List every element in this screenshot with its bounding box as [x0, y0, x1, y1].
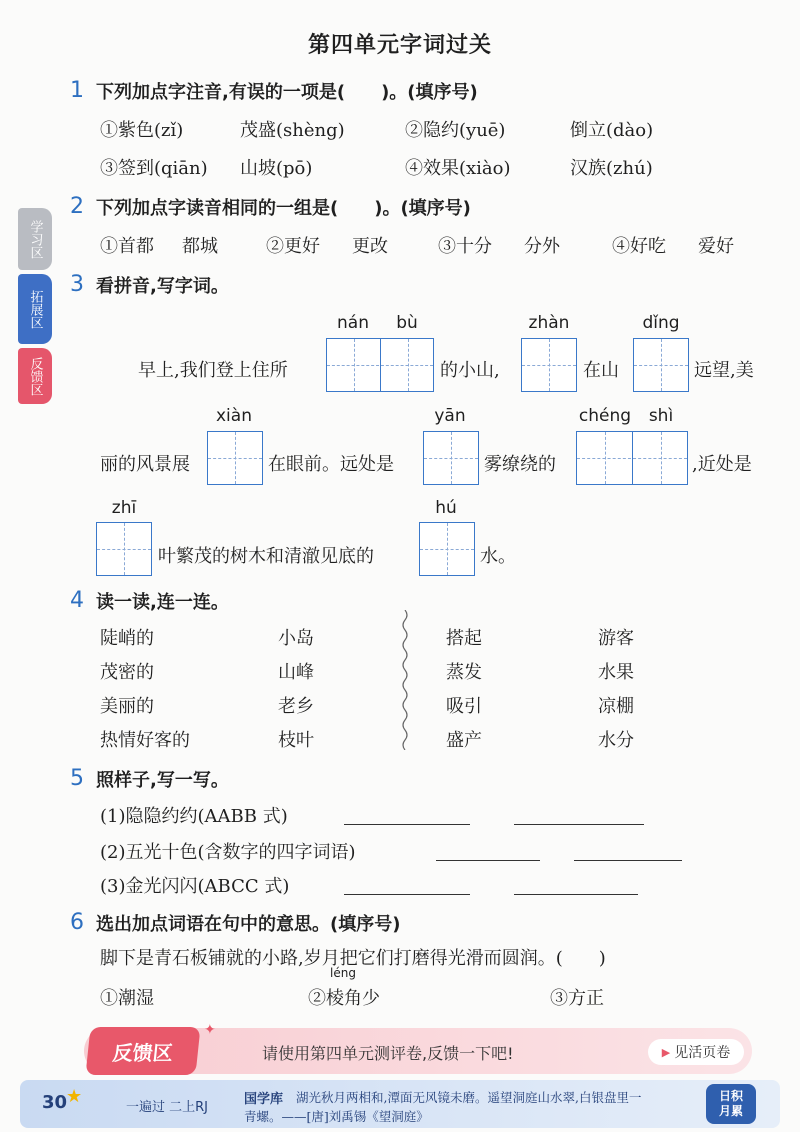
option-item: 倒立(dào)	[570, 120, 654, 141]
sentence-text: 雾缭绕的	[484, 454, 556, 475]
match-word[interactable]: 小岛	[278, 628, 314, 649]
pinyin-label: bù	[396, 313, 418, 333]
tab-feedback[interactable]	[18, 348, 52, 404]
word-item: 分外	[524, 236, 560, 257]
match-word[interactable]: 老乡	[278, 696, 314, 717]
option-item: ③方正	[550, 988, 604, 1009]
match-word[interactable]: 盛产	[446, 730, 482, 751]
match-word[interactable]: 蒸发	[446, 662, 482, 683]
option-item: 汉族(zhú)	[570, 158, 653, 179]
writing-grid[interactable]	[419, 522, 475, 576]
sentence-text: 丽的风景展	[100, 454, 190, 475]
option-item: 茂盛(shèng)	[240, 120, 345, 141]
question-prompt: 看拼音,写字词。	[96, 276, 229, 297]
question-prompt: 读一读,连一连。	[96, 592, 229, 613]
word-item: 都城	[182, 236, 218, 257]
word-item: ②更好	[266, 236, 320, 257]
match-word[interactable]: 热情好客的	[100, 730, 190, 751]
page-number: 30	[42, 1092, 68, 1113]
feedback-text: 请使用第四单元测评卷,反馈一下吧!	[262, 1044, 514, 1063]
answer-line[interactable]	[514, 824, 644, 825]
badge-text: 日积月累	[718, 1089, 743, 1118]
question-number: 1	[70, 78, 84, 103]
tab-extend[interactable]	[18, 274, 52, 344]
sub-question: (2)五光十色(含数字的四字词语)	[100, 842, 356, 863]
answer-line[interactable]	[574, 860, 682, 861]
match-word[interactable]: 搭起	[446, 628, 482, 649]
match-word[interactable]: 游客	[598, 628, 634, 649]
feedback-label-text: 反馈区	[111, 1040, 175, 1065]
match-word[interactable]: 吸引	[446, 696, 482, 717]
pinyin-label: léng	[330, 966, 356, 980]
option-item: ②棱角少	[308, 988, 380, 1009]
poem-line: 青螺。——[唐]刘禹锡《望洞庭》	[244, 1109, 429, 1124]
section-label: 国学库	[244, 1092, 284, 1107]
writing-grid[interactable]	[423, 431, 479, 485]
match-word[interactable]: 陡峭的	[100, 628, 154, 649]
badge	[706, 1084, 756, 1124]
pinyin-label: shì	[648, 406, 674, 426]
word-item: ③十分	[438, 236, 492, 257]
play-icon: ▶	[661, 1045, 671, 1059]
match-word[interactable]: 水果	[598, 662, 634, 683]
sentence-text: 的小山,	[440, 360, 500, 381]
pinyin-label: hú	[435, 498, 457, 518]
option-item: ③签到(qiān)	[100, 158, 208, 179]
question-number: 5	[70, 766, 84, 791]
sub-question: (1)隐隐约约(AABB 式)	[100, 806, 288, 827]
writing-grid[interactable]	[326, 338, 434, 392]
tab-study[interactable]	[18, 208, 52, 270]
sentence-text: ,近处是	[692, 454, 752, 475]
match-word[interactable]: 茂密的	[100, 662, 154, 683]
poem-line: 湖光秋月两相和,潭面无风镜未磨。遥望洞庭山水翠,白银盘里一	[296, 1090, 642, 1105]
option-item: ④效果(xiào)	[405, 158, 511, 179]
sentence-text: 远望,美	[694, 360, 754, 381]
option-item: ②隐约(yuē)	[405, 120, 506, 141]
question-prompt: 下列加点字读音相同的一组是( )。(填序号)	[96, 198, 471, 219]
sentence-text: 在山	[583, 360, 619, 381]
writing-grid[interactable]	[521, 338, 577, 392]
question-prompt: 下列加点字注音,有误的一项是( )。(填序号)	[96, 82, 478, 103]
sentence-text: 早上,我们登上住所	[138, 360, 288, 381]
page-title: 第四单元字词过关	[307, 33, 492, 58]
sentence-text: 在眼前。远处是	[268, 454, 394, 475]
word-item: ④好吃	[612, 236, 666, 257]
tab-extend-label: 拓展区	[27, 289, 43, 329]
tab-study-label: 学习区	[27, 219, 43, 259]
question-prompt: 选出加点词语在句中的意思。(填序号)	[96, 914, 401, 935]
match-word[interactable]: 凉棚	[598, 696, 634, 717]
match-word[interactable]: 水分	[598, 730, 634, 751]
writing-grid[interactable]	[96, 522, 152, 576]
match-word[interactable]: 枝叶	[278, 730, 314, 751]
pinyin-label: nán	[337, 313, 369, 333]
feedback-button[interactable]	[648, 1039, 744, 1065]
option-item: ①紫色(zǐ)	[100, 120, 184, 141]
pinyin-label: chéng	[578, 406, 632, 426]
sentence-text: 叶繁茂的树木和清澈见底的	[158, 546, 374, 567]
sparkle-icon: ✦	[204, 1022, 216, 1038]
pinyin-label: yān	[434, 406, 466, 426]
sentence-text: 水。	[480, 546, 516, 567]
match-word[interactable]: 美丽的	[100, 696, 154, 717]
question-number: 6	[70, 910, 84, 935]
tab-feedback-label: 反馈区	[27, 356, 43, 396]
question-number: 3	[70, 272, 84, 297]
answer-line[interactable]	[344, 824, 470, 825]
sub-question: (3)金光闪闪(ABCC 式)	[100, 876, 290, 897]
brand-text: 一遍过 二上RJ	[126, 1100, 208, 1115]
pinyin-label: xiàn	[216, 406, 252, 426]
pinyin-label: zhàn	[528, 313, 570, 333]
question-number: 4	[70, 588, 84, 613]
pinyin-label: zhī	[111, 498, 137, 518]
sentence-text: 脚下是青石板铺就的小路,岁月把它们打磨得光滑而圆润。( )	[100, 948, 606, 969]
answer-line[interactable]	[514, 894, 638, 895]
word-item: 更改	[352, 236, 388, 257]
pinyin-label: dǐng	[642, 313, 680, 333]
question-prompt: 照样子,写一写。	[96, 770, 229, 791]
feedback-button-label: 见活页卷	[674, 1045, 731, 1061]
writing-grid[interactable]	[576, 431, 688, 485]
question-number: 2	[70, 194, 84, 219]
option-item: ①潮湿	[100, 988, 154, 1009]
match-word[interactable]: 山峰	[278, 662, 314, 683]
writing-grid[interactable]	[633, 338, 689, 392]
answer-line[interactable]	[436, 860, 540, 861]
star-icon: ★	[66, 1086, 83, 1107]
writing-grid[interactable]	[207, 431, 263, 485]
answer-line[interactable]	[344, 894, 470, 895]
word-item: 爱好	[698, 236, 734, 257]
option-item: 山坡(pō)	[240, 158, 313, 179]
feedback-label	[85, 1027, 200, 1075]
divider-wavy-line	[400, 610, 410, 750]
word-item: ①首都	[100, 236, 154, 257]
